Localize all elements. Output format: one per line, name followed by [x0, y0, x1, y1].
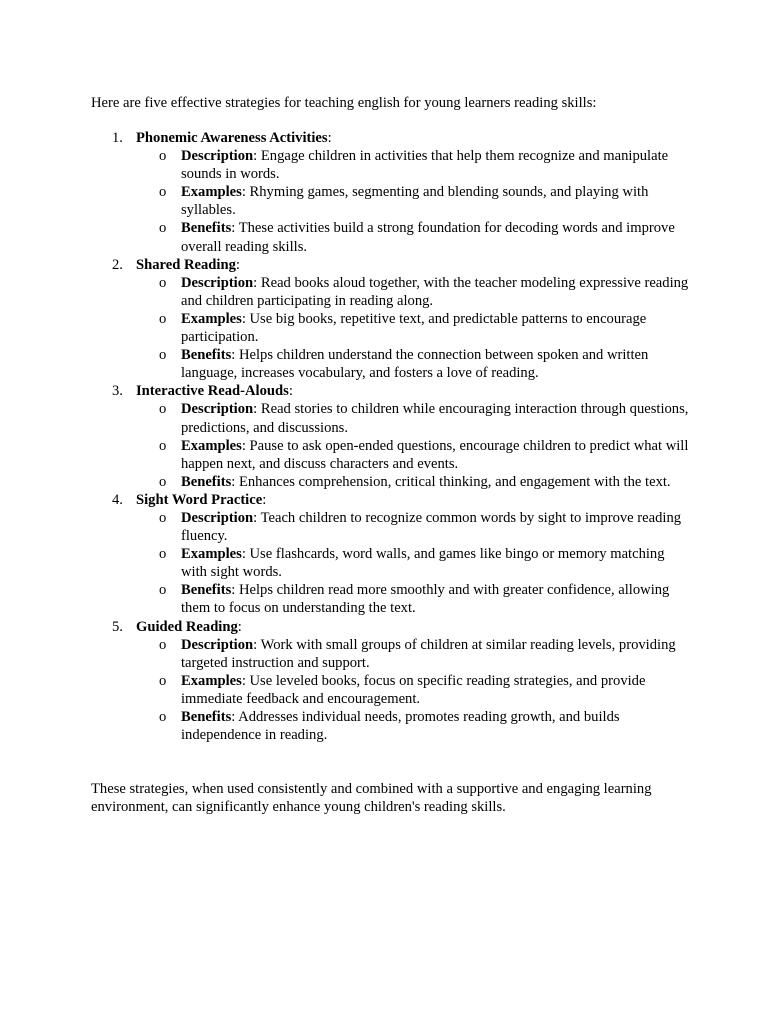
point-benefits: [136, 708, 691, 744]
point-text: : Use flashcards, word walls, and games like bingo or memory matching with sight words.: [181, 546, 665, 581]
strategy-title: Interactive Read-Alouds: [136, 383, 289, 400]
intro-paragraph: Here are five effective strategies for teaching english for young learners reading skills:: [91, 95, 597, 111]
point-examples: [136, 672, 691, 708]
bullet-marker: o: [159, 347, 167, 364]
point-text: : Use leveled books, focus on specific reading strategies, and provide immediate feedback and encouragement.: [181, 672, 646, 707]
bullet-marker: o: [159, 310, 167, 327]
point-description: [136, 509, 691, 545]
strategy-list: [91, 129, 691, 744]
strategy-points: [136, 400, 691, 490]
bullet-marker: o: [159, 709, 167, 725]
point-text: : Read stories to children while encouraging interaction through questions, predictions, and discussions.: [181, 401, 689, 436]
point-label: Benefits: [181, 473, 232, 490]
point-text: : Engage children in activities that help them recognize and manipulate sounds in words.: [181, 148, 669, 183]
point-text: : Read books aloud together, with the teacher modeling expressive reading and children participating in reading along.: [181, 274, 689, 309]
point-label: Examples: [181, 310, 242, 327]
bullet-marker: o: [159, 437, 167, 454]
bullet-marker: o: [159, 220, 167, 237]
point-text: : These activities build a strong foundation for decoding words and improve overall reading skills.: [181, 220, 675, 255]
strategy-number: 4.: [112, 491, 123, 508]
conclusion-paragraph: These strategies, when used consistently and combined with a supportive and engaging learning environment, can significantly enhance young children's reading skills.: [91, 781, 652, 816]
strategy-number: 1.: [112, 130, 123, 146]
point-text: : Helps children understand the connection between spoken and written language, increases vocabulary, and fosters a love of reading.: [181, 347, 649, 382]
title-colon: :: [237, 618, 242, 635]
bullet-marker: o: [159, 274, 167, 291]
point-label: Benefits: [181, 582, 232, 599]
strategy-item: [91, 129, 691, 256]
point-label: Examples: [181, 672, 242, 689]
bullet-marker: o: [159, 672, 167, 689]
point-label: Examples: [181, 546, 242, 563]
bullet-marker: o: [159, 509, 167, 526]
strategy-number: 2.: [112, 256, 123, 273]
strategy-item: [91, 491, 691, 618]
point-examples: [136, 183, 691, 219]
title-colon: :: [262, 491, 267, 508]
strategy-title: Sight Word Practice: [136, 491, 263, 508]
point-label: Description: [181, 401, 254, 418]
point-label: Examples: [181, 437, 242, 454]
point-benefits: [136, 346, 691, 382]
strategy-points: [136, 509, 691, 618]
strategy-number: 5.: [112, 618, 123, 635]
strategy-points: [136, 147, 691, 256]
point-label: Benefits: [181, 709, 232, 725]
bullet-marker: o: [159, 636, 167, 653]
bullet-marker: o: [159, 473, 167, 490]
point-text: : Helps children read more smoothly and with greater confidence, allowing them to focus on understanding the text.: [181, 582, 670, 617]
strategy-title: Guided Reading: [136, 618, 238, 635]
title-colon: :: [327, 130, 332, 146]
point-description: [136, 636, 691, 672]
point-examples: [136, 437, 691, 473]
point-benefits: [136, 581, 691, 617]
strategy-item: [91, 382, 691, 491]
point-label: Benefits: [181, 220, 232, 237]
bullet-marker: o: [159, 546, 167, 563]
strategy-number: 3.: [112, 383, 123, 400]
point-text: : Teach children to recognize common words by sight to improve reading fluency.: [181, 509, 682, 545]
strategy-points: [136, 274, 691, 383]
strategy-item: [91, 256, 691, 383]
strategy-title: Phonemic Awareness Activities: [136, 130, 328, 146]
point-examples: [136, 545, 691, 581]
point-text: : Work with small groups of children at similar reading levels, providing targeted instruction and support.: [181, 636, 676, 671]
point-label: Description: [181, 636, 254, 653]
strategy-title: Shared Reading: [136, 256, 236, 273]
point-label: Examples: [181, 184, 242, 201]
title-colon: :: [288, 383, 293, 400]
point-text: : Addresses individual needs, promotes reading growth, and builds independence in reading.: [181, 709, 620, 744]
point-description: [136, 274, 691, 310]
point-text: : Enhances comprehension, critical thinking, and engagement with the text.: [231, 473, 671, 490]
point-text: : Pause to ask open-ended questions, encourage children to predict what will happen next, and discuss characters and events.: [181, 437, 689, 472]
point-label: Description: [181, 509, 254, 526]
point-description: [136, 400, 691, 436]
point-benefits: [136, 219, 691, 255]
point-examples: [136, 310, 691, 346]
bullet-marker: o: [159, 148, 167, 165]
title-colon: :: [235, 256, 240, 273]
point-text: : Use big books, repetitive text, and predictable patterns to encourage participation.: [181, 310, 647, 346]
point-text: : Rhyming games, segmenting and blending sounds, and playing with syllables.: [181, 184, 649, 219]
strategy-points: [136, 636, 691, 745]
point-description: [136, 147, 691, 183]
point-label: Description: [181, 274, 254, 291]
bullet-marker: o: [159, 401, 167, 418]
bullet-marker: o: [159, 582, 167, 599]
point-label: Benefits: [181, 347, 232, 364]
bullet-marker: o: [159, 184, 167, 201]
point-label: Description: [181, 148, 254, 165]
point-benefits: [136, 473, 691, 491]
strategy-item: [91, 618, 691, 745]
